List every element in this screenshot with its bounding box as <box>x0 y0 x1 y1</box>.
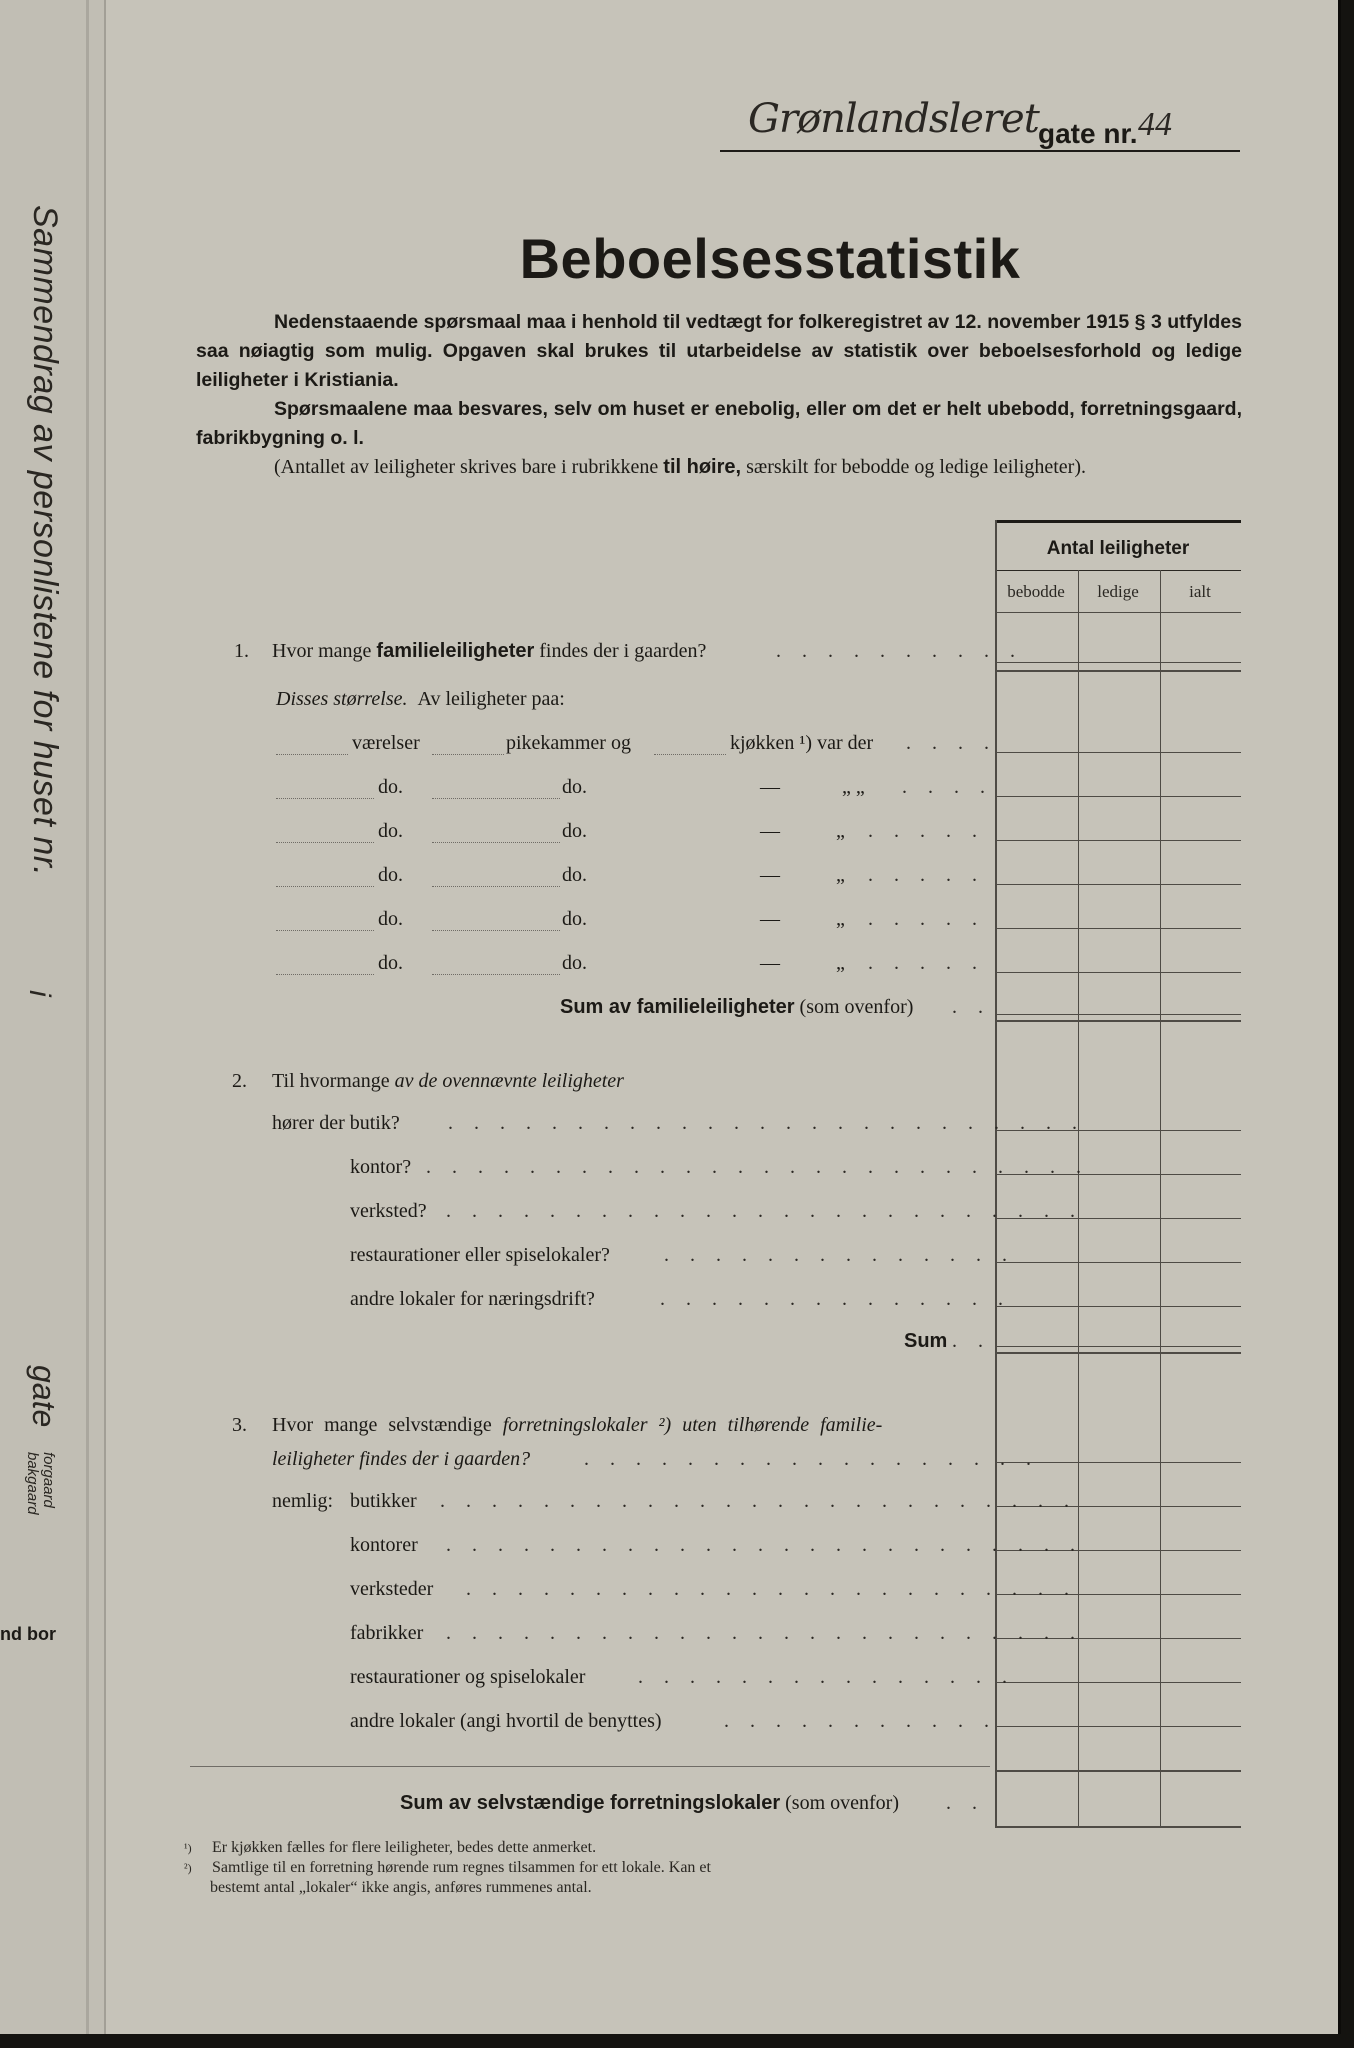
leader-dots: . . <box>946 1792 985 1814</box>
bakgaard-label: bakgaard <box>24 1452 41 1515</box>
do-row-b: do. <box>562 776 587 798</box>
do-row-a: do. <box>378 776 403 798</box>
vertical-gate: gate <box>26 1365 62 1428</box>
q3-item-other: andre lokaler (angi hvortil de benyttes) <box>350 1710 662 1732</box>
fold-line <box>86 0 89 2034</box>
page-title: Beboelsesstatistik <box>519 227 1021 290</box>
q3-number: 3. <box>232 1414 247 1436</box>
intro-p3-pre: (Antallet av leiligheter skrives bare i rubrikkene <box>274 456 664 478</box>
do-row-a: do. <box>378 864 403 886</box>
q3-line1-pre: Hvor mange selvstændige <box>272 1414 503 1436</box>
vertical-slash: i <box>23 990 56 997</box>
q3-line1-italic: forretningslokaler ²) uten tilhørende familie- <box>502 1414 883 1436</box>
intro-p3-bold: til høire, <box>663 456 742 478</box>
do-row-dash: — <box>760 864 780 886</box>
table-line <box>995 1682 1241 1683</box>
q3-item-restaurants: restaurationer og spiselokaler <box>350 1666 586 1688</box>
table-line <box>995 972 1241 973</box>
q3-sum-line <box>400 1792 899 1815</box>
do-row-b: do. <box>562 864 587 886</box>
leader-dots: . . . . . . . . . . . . . . . . . . . . . . . . . <box>446 1200 1083 1222</box>
do-row-quote: „ <box>836 864 845 886</box>
q1-size-italic: Disses størrelse. <box>276 688 408 710</box>
do-row-b: do. <box>562 908 587 930</box>
q3-sum-rest: (som ovenfor) <box>780 1792 899 1814</box>
do-row-a: do. <box>378 908 403 930</box>
q1-sum-bold: Sum av familieleiligheter <box>560 996 795 1018</box>
intro-paragraph-3 <box>196 453 1242 482</box>
table-line <box>995 1770 1241 1772</box>
do-row-b: do. <box>562 952 587 974</box>
footnote-1-mark: ¹) <box>184 1841 192 1855</box>
forgaard-label: forgaard <box>40 1452 57 1508</box>
q2-text <box>272 1070 624 1093</box>
vertical-forgaard-bakgaard <box>24 1452 56 1515</box>
leader-dots: . . . . . . . . . . . . . . . . . . . . . . . . . . <box>426 1156 1089 1178</box>
q1-sum-rest: (som ovenfor) <box>794 996 914 1018</box>
do-row-dash: — <box>760 908 780 930</box>
footnote-1 <box>184 1838 597 1858</box>
do-row-b: do. <box>562 820 587 842</box>
leader-dots: . . . . . <box>868 952 985 974</box>
q1-pre: Hvor mange <box>272 640 377 662</box>
do-row-a: do. <box>378 952 403 974</box>
blank-field[interactable] <box>276 842 374 843</box>
table-line <box>995 1352 1241 1354</box>
gate-nr-label: gate nr. <box>1038 118 1138 149</box>
blank-field[interactable] <box>276 886 374 887</box>
footnote-2-line-1: Samtlige til en forretning hørende rum regnes tilsammen for ett lokale. Kan et <box>212 1859 711 1876</box>
address-underline <box>720 150 1240 152</box>
col-bebodde: bebodde <box>1007 582 1065 601</box>
q2-number: 2. <box>232 1070 247 1092</box>
q1-bold: familieleiligheter <box>376 640 535 662</box>
leader-dots: . . . . . . . . . . . . . . . . . . . . . . . . . <box>446 1534 1083 1556</box>
do-row-quote: „ „ <box>842 776 865 798</box>
nd-bor-label: nd bor <box>0 1624 56 1644</box>
leader-dots: . . . . . . . . . . . <box>724 1710 997 1732</box>
table-line <box>995 1306 1241 1307</box>
col-ialt: ialt <box>1189 582 1211 601</box>
table-line <box>995 752 1241 753</box>
q2-item-office: kontor? <box>350 1156 412 1178</box>
leader-dots: . . . . . . . . . . . . . . . . . . . . . . . . <box>466 1578 1077 1600</box>
q2-italic: av de ovennævnte leiligheter <box>394 1070 624 1092</box>
table-line <box>995 612 1241 613</box>
leader-dots: . . . . <box>906 732 997 754</box>
blank-field[interactable] <box>432 754 504 755</box>
table-line <box>995 1826 1241 1828</box>
footnote-2 <box>184 1858 711 1898</box>
q3-line-1 <box>272 1414 882 1437</box>
blank-field[interactable] <box>432 974 560 975</box>
leader-dots: . . . . . . . . . . . . . . . . . . . . . . . . . <box>446 1622 1083 1644</box>
q1-kitchen: kjøkken ¹) var der <box>730 732 874 754</box>
q3-nemlig: nemlig: <box>272 1490 334 1512</box>
q2-item-shop: hører der butik? <box>272 1112 400 1134</box>
q1-number: 1. <box>234 640 249 662</box>
q3-item-offices: kontorer <box>350 1534 418 1556</box>
blank-field[interactable] <box>432 798 560 799</box>
do-row-dash: — <box>760 952 780 974</box>
q2-item-other: andre lokaler for næringsdrift? <box>350 1288 595 1310</box>
table-line <box>995 1726 1241 1727</box>
leader-dots: . . . . . <box>868 820 985 842</box>
do-row-dash: — <box>760 820 780 842</box>
intro-p3-post: særskilt for bebodde og ledige leiligheter). <box>741 456 1087 478</box>
col-ledige: ledige <box>1097 582 1139 601</box>
q2-sum: Sum <box>904 1330 948 1352</box>
footnote-1-text: Er kjøkken fælles for flere leiligheter, bedes dette anmerket. <box>212 1839 597 1856</box>
q3-item-shops: butikker <box>350 1490 417 1512</box>
do-row-quote: „ <box>836 820 845 842</box>
q2-item-workshop: verksted? <box>350 1200 427 1222</box>
table-line <box>995 670 1241 672</box>
table-line <box>995 662 1241 663</box>
street-number-handwritten: 44 <box>1138 106 1172 143</box>
leader-dots: . . . . . . . . . . . . . . . . . . <box>584 1448 1039 1470</box>
table-title: Antal leiligheter <box>1046 538 1190 559</box>
q1-post: findes der i gaarden? <box>534 640 707 662</box>
q1-maids-rooms: pikekammer og <box>506 732 631 754</box>
blank-field[interactable] <box>276 754 348 755</box>
blank-field[interactable] <box>432 886 560 887</box>
q1-size-line <box>276 688 565 711</box>
table-line <box>995 884 1241 885</box>
street-name-handwritten: Grønlandsleret <box>748 96 1039 142</box>
intro-paragraph-1: Nedenstaaende spørsmaal maa i henhold til vedtægt for folkeregistret av 12. november 1915 § 3 utfyldes saa nøiagtig som mulig. Opgaven skal brukes til utarbeidelse av statistik over beboelsesforhold og ledige leiligheter i Kristiania. <box>196 311 1242 391</box>
leader-dots: . . . . . . . . . . . . . . . . . . . . . . . . . <box>448 1112 1085 1134</box>
intro-paragraph-2: Spørsmaalene maa besvares, selv om huset er enebolig, eller om det er helt ubebodd, forretningsgaard, fabrikbygning o. l. <box>196 398 1242 449</box>
q3-sum-bold: Sum av selvstændige forretningslokaler <box>400 1792 781 1814</box>
leader-dots: . . . . <box>902 776 993 798</box>
leader-dots: . . . . . <box>868 864 985 886</box>
q2-pre: Til hvormange <box>272 1070 395 1092</box>
leader-dots: . . . . . . . . . . . . . . . . . . . . . . . . . <box>440 1490 1077 1512</box>
q3-item-workshops: verksteder <box>350 1578 434 1600</box>
blank-field[interactable] <box>654 754 726 755</box>
blank-field[interactable] <box>276 974 374 975</box>
q1-rooms: værelser <box>352 732 420 754</box>
table-line <box>995 1014 1241 1015</box>
intro-text <box>196 308 1242 482</box>
q1-text <box>272 640 706 663</box>
do-row-dash: — <box>760 776 780 798</box>
table-top-rule <box>995 520 1241 523</box>
do-row-a: do. <box>378 820 403 842</box>
table-line <box>995 796 1241 797</box>
footnote-2-line-2: bestemt antal „lokaler“ ikke angis, anføres rummenes antal. <box>210 1879 592 1896</box>
leader-dots: . . <box>952 996 991 1018</box>
blank-field[interactable] <box>276 798 374 799</box>
table-line <box>995 1346 1241 1347</box>
q2-item-restaurants: restaurationer eller spiselokaler? <box>350 1244 610 1266</box>
leader-dots: . . <box>952 1330 991 1352</box>
leader-dots: . . . . . <box>868 908 985 930</box>
q1-size-rest: Av leiligheter paa: <box>417 688 565 710</box>
table-header-rule <box>995 570 1241 571</box>
separator-rule <box>190 1766 990 1767</box>
leader-dots: . . . . . . . . . . . . . . . <box>638 1666 1015 1688</box>
q1-sum-line <box>560 996 913 1019</box>
leader-dots: . . . . . . . . . . . . . . <box>664 1244 1015 1266</box>
vertical-title: Sammendrag av personlistene for huset nr. <box>26 205 64 877</box>
blank-field[interactable] <box>432 930 560 931</box>
q3-item-factories: fabrikker <box>350 1622 424 1644</box>
leader-dots: . . . . . . . . . . <box>776 640 1023 662</box>
q3-line-2: leiligheter findes der i gaarden? <box>272 1448 531 1470</box>
do-row-quote: „ <box>836 908 845 930</box>
footnote-2-mark: ²) <box>184 1861 192 1875</box>
blank-field[interactable] <box>432 842 560 843</box>
table-line <box>995 928 1241 929</box>
table-line <box>995 1262 1241 1263</box>
table-line <box>995 1020 1241 1022</box>
do-row-quote: „ <box>836 952 845 974</box>
table-line <box>995 840 1241 841</box>
blank-field[interactable] <box>276 930 374 931</box>
leader-dots: . . . . . . . . . . . . . . <box>660 1288 1011 1310</box>
